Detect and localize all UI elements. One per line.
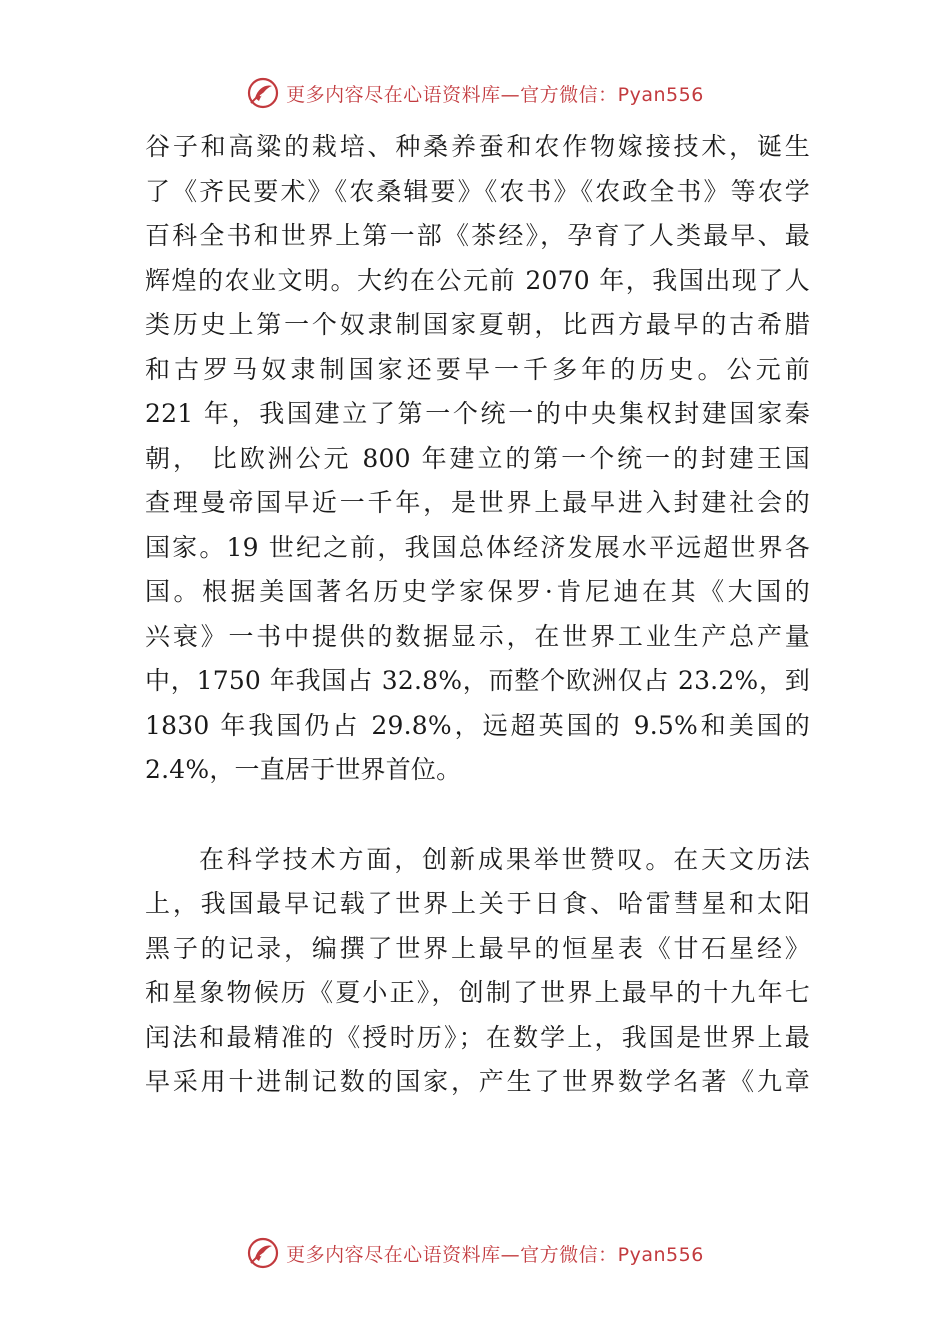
paragraph1-line: 了《齐民要术》《农桑辑要》《农书》《农政全书》等农学 xyxy=(145,176,810,206)
brand-logo-icon xyxy=(246,1236,280,1270)
paragraph2-line: 和星象物候历《夏小正》，创制了世界上最早的十九年七 xyxy=(145,978,810,1007)
paragraph2-line: 上，我国最早记载了世界上关于日食、哈雷彗星和太阳 xyxy=(145,889,810,918)
paragraph2-line: 黑子的记录，编撰了世界上最早的恒星表《甘石星经》 xyxy=(145,933,810,963)
paragraph1-line: 中，1750 年我国占 32.8%，而整个欧洲仅占 23.2%，到 xyxy=(145,666,810,695)
paragraph-gap xyxy=(145,793,810,838)
footer-banner-text: 更多内容尽在心语资料库—官方微信：Pyan556 xyxy=(286,1243,704,1266)
paragraph1-line: 类历史上第一个奴隶制国家夏朝，比西方最早的古希腊 xyxy=(145,310,810,339)
paragraph1-line: 和古罗马奴隶制国家还要早一千多年的历史。公元前 xyxy=(145,354,810,384)
brand-logo-icon xyxy=(246,76,280,110)
paragraph1-line: 国。根据美国著名历史学家保罗·肯尼迪在其《大国的 xyxy=(145,577,810,606)
paragraph1-line: 221 年，我国建立了第一个统一的中央集权封建国家秦 xyxy=(145,399,810,428)
paragraph1-line: 百科全书和世界上第一部《茶经》，孕育了人类最早、最 xyxy=(145,221,810,250)
paragraph1-line: 国家。19 世纪之前，我国总体经济发展水平远超世界各 xyxy=(145,532,810,562)
paragraph2-line: 早采用十进制记数的国家，产生了世界数学名著《九章 xyxy=(145,1067,810,1096)
footer-banner xyxy=(0,1233,950,1273)
paragraph1-line: 辉煌的农业文明。大约在公元前 2070 年，我国出现了人 xyxy=(145,265,810,295)
paragraph1-line: 1830 年我国仍占 29.8%，远超英国的 9.5%和美国的 xyxy=(145,710,810,740)
paragraph1-line: 兴衰》一书中提供的数据显示，在世界工业生产总产量 xyxy=(145,621,810,651)
paragraph1-line: 查理曼帝国早近一千年，是世界上最早进入封建社会的 xyxy=(145,488,810,517)
paragraph2-line: 闰法和最精准的《授时历》；在数学上，我国是世界上最 xyxy=(145,1022,810,1052)
paragraph2-line: 在科学技术方面，创新成果举世赞叹。在天文历法 xyxy=(199,844,810,874)
paragraph1-line: 谷子和高粱的栽培、种桑养蚕和农作物嫁接技术，诞生 xyxy=(145,132,810,161)
paragraph1-line: 朝， 比欧洲公元 800 年建立的第一个统一的封建王国 xyxy=(145,443,810,473)
header-banner-text: 更多内容尽在心语资料库—官方微信：Pyan556 xyxy=(286,83,704,106)
document-body xyxy=(145,125,810,1105)
paragraph1-line: 2.4%，一直居于世界首位。 xyxy=(145,755,462,784)
header-banner xyxy=(0,73,950,113)
